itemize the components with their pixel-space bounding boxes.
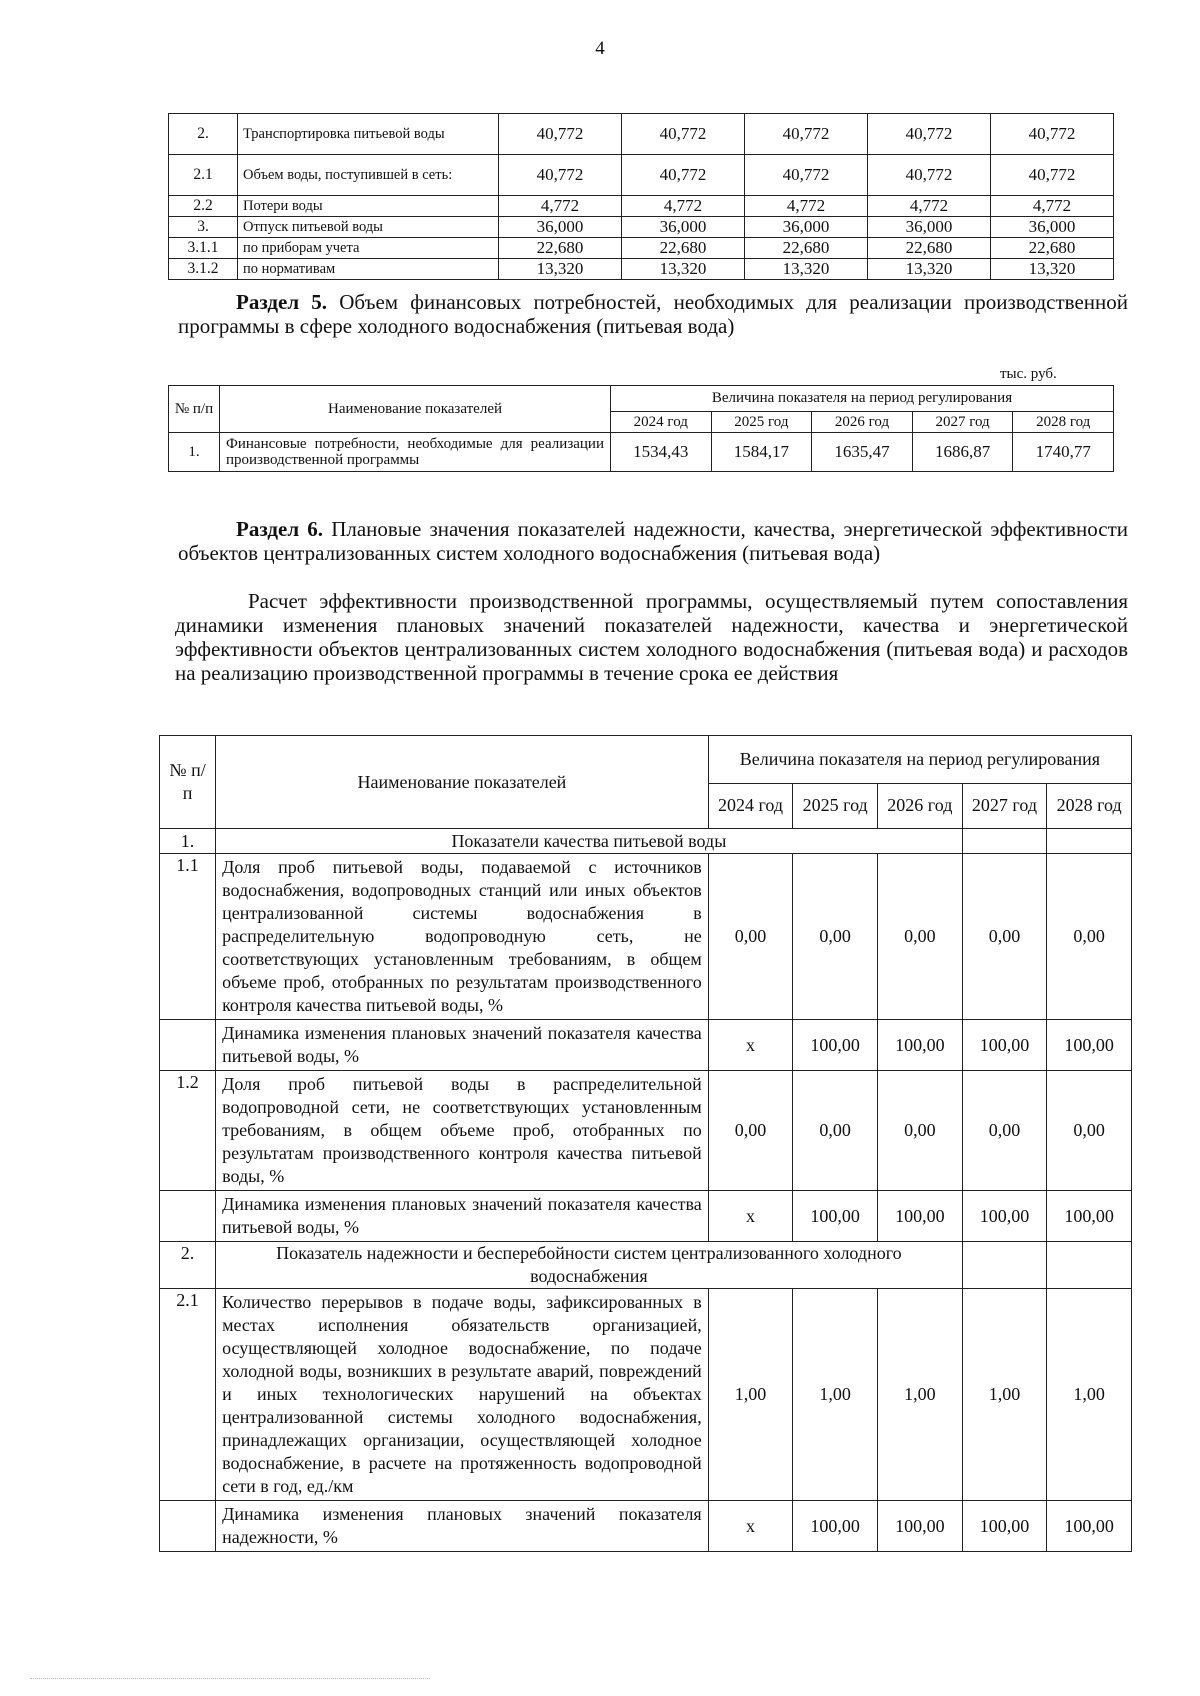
row-name: Количество перерывов в подаче воды, зафиксированных в местах исполнения обязательств организацией, осуществляющей холодное водоснабжение, по подаче холодной воды, возникших в результате аварий, повреждений и иных технологических нарушений на объектах централизованной системы холодного водоснабжения, принадлежащих организации, осуществляющей холодное водоснабжение, в расчете на протяженность водопроводной сети в год, ед./км [216, 1289, 709, 1501]
value-cell: 0,00 [878, 854, 963, 1020]
year-header: 2025 год [793, 783, 878, 829]
value-cell: 1584,17 [711, 433, 812, 472]
row-num: 2.2 [169, 196, 238, 217]
scan-edge-line [30, 1678, 430, 1679]
row-num: 3. [169, 217, 238, 238]
value-cell: 1,00 [962, 1289, 1047, 1501]
value-cell: 36,000 [499, 217, 622, 238]
value-cell: 22,680 [991, 238, 1114, 259]
value-cell: 22,680 [499, 238, 622, 259]
section5-label: Раздел 5. [236, 290, 328, 314]
section6-label: Раздел 6. [236, 517, 324, 541]
value-cell: 36,000 [868, 217, 991, 238]
row-name: по приборам учета [238, 238, 499, 259]
group-num: 2. [160, 1242, 216, 1289]
value-cell: 36,000 [622, 217, 745, 238]
value-cell: 1,00 [793, 1289, 878, 1501]
empty-cell [1047, 829, 1132, 854]
value-cell: 0,00 [708, 854, 793, 1020]
col-header-num: № п/п [169, 386, 220, 433]
value-cell: х [708, 1020, 793, 1071]
value-cell: 100,00 [1047, 1501, 1132, 1552]
value-cell: 4,772 [868, 196, 991, 217]
units-label: тыс. руб. [1000, 366, 1057, 382]
table-row [169, 259, 1114, 280]
value-cell: 100,00 [962, 1501, 1047, 1552]
col-header-period: Величина показателя на период регулирования [611, 386, 1114, 412]
row-num: 2.1 [169, 155, 238, 196]
value-cell: 1,00 [708, 1289, 793, 1501]
section5-title [178, 290, 1128, 338]
empty-cell [160, 1501, 216, 1552]
value-cell: 100,00 [878, 1020, 963, 1071]
value-cell: 0,00 [793, 1071, 878, 1191]
value-cell: 13,320 [991, 259, 1114, 280]
value-cell: 100,00 [793, 1501, 878, 1552]
value-cell: х [708, 1191, 793, 1242]
value-cell: 4,772 [499, 196, 622, 217]
row-num: 1.1 [160, 854, 216, 1020]
year-header: 2028 год [1013, 411, 1114, 432]
page-number: 4 [595, 38, 605, 59]
group-title: Показатели качества питьевой воды [216, 829, 963, 854]
year-header: 2024 год [611, 411, 712, 432]
row-num: 2. [169, 114, 238, 155]
row-num: 3.1.2 [169, 259, 238, 280]
value-cell: 1,00 [878, 1289, 963, 1501]
water-volume-table [168, 113, 1114, 280]
indicators-table [159, 735, 1132, 1552]
value-cell: 13,320 [622, 259, 745, 280]
value-cell: 0,00 [962, 1071, 1047, 1191]
value-cell: 100,00 [878, 1501, 963, 1552]
year-header: 2026 год [878, 783, 963, 829]
value-cell: 1,00 [1047, 1289, 1132, 1501]
year-header: 2025 год [711, 411, 812, 432]
section5-title-text: Объем финансовых потребностей, необходимых для реализации производственной программы в сфере холодного водоснабжения (питьевая вода) [178, 290, 1128, 338]
value-cell: 100,00 [962, 1191, 1047, 1242]
year-header: 2024 год [708, 783, 793, 829]
col-header-name: Наименование показателей [216, 736, 709, 829]
row-name: Динамика изменения плановых значений показателя качества питьевой воды, % [216, 1020, 709, 1071]
row-name: Отпуск питьевой воды [238, 217, 499, 238]
value-cell: 1740,77 [1013, 433, 1114, 472]
year-header: 2027 год [962, 783, 1047, 829]
value-cell: 13,320 [499, 259, 622, 280]
value-cell: 100,00 [1047, 1020, 1132, 1071]
empty-cell [160, 1020, 216, 1071]
value-cell: 22,680 [868, 238, 991, 259]
value-cell: 40,772 [745, 155, 868, 196]
value-cell: 0,00 [1047, 1071, 1132, 1191]
row-num: 1.2 [160, 1071, 216, 1191]
value-cell: 100,00 [878, 1191, 963, 1242]
year-header: 2028 год [1047, 783, 1132, 829]
row-name: Потери воды [238, 196, 499, 217]
row-name: Доля проб питьевой воды в распределительной водопроводной сети, не соответствующих установленным требованиям, в общем объеме проб, отобранных по результатам производственного контроля качества питьевой воды, % [216, 1071, 709, 1191]
value-cell: 40,772 [868, 114, 991, 155]
table-row [169, 196, 1114, 217]
row-name: Финансовые потребности, необходимые для реализации производственной программы [220, 433, 611, 472]
value-cell: 100,00 [793, 1020, 878, 1071]
value-cell: 13,320 [745, 259, 868, 280]
value-cell: х [708, 1501, 793, 1552]
row-name: Доля проб питьевой воды, подаваемой с источников водоснабжения, водопроводных станций или иных объектов централизованной системы водоснабжения в распределительную водопроводную сеть, не соответствующих установленным требованиям, в общем объеме проб, отобранных по результатам производственного контроля качества питьевой воды, % [216, 854, 709, 1020]
row-name: Динамика изменения плановых значений показателя качества питьевой воды, % [216, 1191, 709, 1242]
value-cell: 36,000 [991, 217, 1114, 238]
table-row [169, 217, 1114, 238]
value-cell: 4,772 [622, 196, 745, 217]
value-cell: 4,772 [745, 196, 868, 217]
row-name: по нормативам [238, 259, 499, 280]
financial-needs-table [168, 385, 1114, 472]
value-cell: 22,680 [622, 238, 745, 259]
section6-title-text: Плановые значения показателей надежности, качества, энергетической эффективности объектов централизованных систем холодного водоснабжения (питьевая вода) [178, 517, 1128, 565]
value-cell: 0,00 [793, 854, 878, 1020]
year-header: 2026 год [812, 411, 913, 432]
value-cell: 40,772 [499, 155, 622, 196]
group-num: 1. [160, 829, 216, 854]
value-cell: 13,320 [868, 259, 991, 280]
table-row [169, 155, 1114, 196]
empty-cell [160, 1191, 216, 1242]
empty-cell [962, 829, 1047, 854]
row-name: Динамика изменения плановых значений показателя надежности, % [216, 1501, 709, 1552]
row-name: Транспортировка питьевой воды [238, 114, 499, 155]
value-cell: 40,772 [868, 155, 991, 196]
table-row [169, 238, 1114, 259]
value-cell: 40,772 [991, 155, 1114, 196]
value-cell: 36,000 [745, 217, 868, 238]
value-cell: 0,00 [878, 1071, 963, 1191]
value-cell: 40,772 [991, 114, 1114, 155]
table-row [169, 114, 1114, 155]
group-title: Показатель надежности и бесперебойности систем централизованного холодного водоснабжения [216, 1242, 963, 1289]
value-cell: 40,772 [499, 114, 622, 155]
empty-cell [962, 1242, 1047, 1289]
value-cell: 40,772 [745, 114, 868, 155]
value-cell: 100,00 [793, 1191, 878, 1242]
value-cell: 100,00 [962, 1020, 1047, 1071]
row-num: 3.1.1 [169, 238, 238, 259]
col-header-name: Наименование показателей [220, 386, 611, 433]
col-header-period: Величина показателя на период регулирования [708, 736, 1131, 784]
value-cell: 40,772 [622, 155, 745, 196]
row-name: Объем воды, поступившей в сеть: [238, 155, 499, 196]
empty-cell [1047, 1242, 1132, 1289]
value-cell: 22,680 [745, 238, 868, 259]
value-cell: 0,00 [962, 854, 1047, 1020]
value-cell: 40,772 [622, 114, 745, 155]
value-cell: 0,00 [708, 1071, 793, 1191]
value-cell: 1534,43 [611, 433, 712, 472]
value-cell: 4,772 [991, 196, 1114, 217]
section6-title [178, 517, 1128, 565]
value-cell: 100,00 [1047, 1191, 1132, 1242]
row-num: 1. [169, 433, 220, 472]
col-header-num: № п/п [160, 736, 216, 829]
year-header: 2027 год [912, 411, 1013, 432]
value-cell: 1686,87 [912, 433, 1013, 472]
row-num: 2.1 [160, 1289, 216, 1501]
value-cell: 1635,47 [812, 433, 913, 472]
section6-paragraph: Расчет эффективности производственной программы, осуществляемый путем сопоставления динамики изменения плановых значений показателей надежности, качества и энергетической эффективности объектов централизованных систем холодного водоснабжения (питьевая вода) и расходов на реализацию производственной программы в течение срока ее действия [175, 589, 1128, 685]
value-cell: 0,00 [1047, 854, 1132, 1020]
